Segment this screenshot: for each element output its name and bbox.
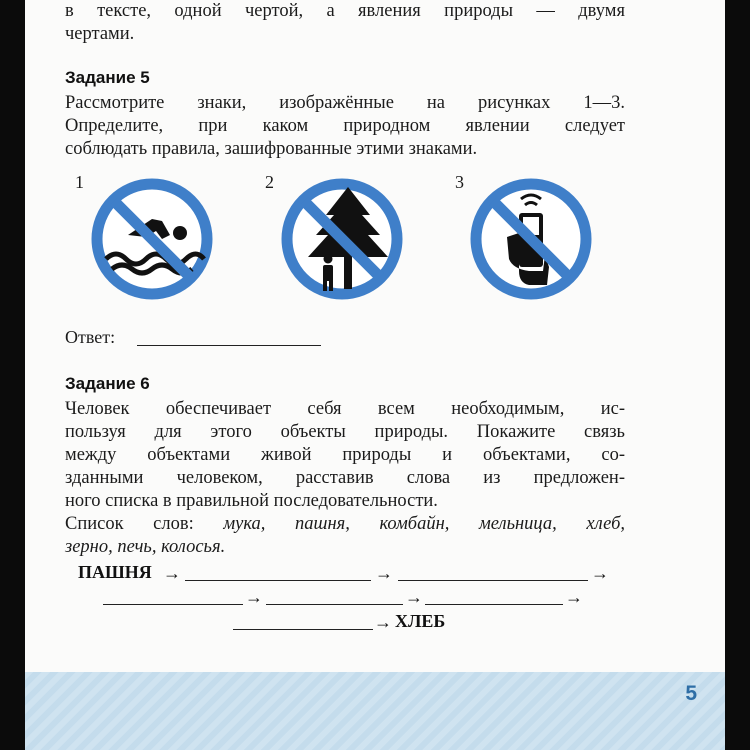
no-standing-under-tree-icon	[278, 175, 406, 303]
task6-line-2: пользуя для этого объекты природы. Покажите связь	[65, 422, 625, 442]
arrow-icon: →	[375, 563, 393, 583]
intro-line-2: чертами.	[65, 24, 135, 44]
chain-blank-3[interactable]	[103, 604, 243, 605]
arrow-icon: →	[565, 587, 583, 607]
arrow-icon: →	[245, 587, 263, 607]
no-phone-icon	[467, 175, 595, 303]
task6-heading: Задание 6	[65, 374, 150, 393]
task5-line-1: Рассмотрите знаки, изображённые на рисунках 1—3.	[65, 93, 625, 113]
sign-number-2: 2	[265, 172, 274, 192]
task6-line-1: Человек обеспечивает себя всем необходимым, ис-	[65, 399, 625, 419]
task5-line-2: Определите, при каком природном явлении следует	[65, 116, 625, 136]
task6-line-4: зданными человеком, расставив слова из предложен-	[65, 468, 625, 488]
word-list-label: Список слов:	[65, 514, 194, 534]
chain-blank-2[interactable]	[398, 580, 588, 581]
no-swimming-icon	[88, 175, 216, 303]
answer-label: Ответ:	[65, 327, 116, 347]
chain-blank-1[interactable]	[185, 580, 371, 581]
arrow-icon: →	[163, 563, 181, 583]
task6-line-3: между объектами живой природы и объектами, со-	[65, 445, 625, 465]
textbook-page	[25, 0, 725, 750]
sign-number-1: 1	[75, 172, 84, 192]
chain-blank-6[interactable]	[233, 629, 373, 630]
task5-heading: Задание 5	[65, 68, 150, 87]
word-list-line-1	[65, 513, 625, 536]
page-number: 5	[685, 682, 697, 705]
task5-line-3: соблюдать правила, зашифрованные этими знаками.	[65, 139, 478, 159]
page-footer	[25, 672, 725, 750]
word-list-line-2: зерно, печь, колосья.	[65, 537, 226, 557]
chain-start-word: ПАШНЯ	[78, 562, 152, 582]
arrow-icon: →	[591, 563, 609, 583]
arrow-icon: →	[405, 587, 423, 607]
answer-field[interactable]	[137, 345, 321, 346]
sign-number-3: 3	[455, 172, 464, 192]
word-list-words: мука, пашня, комбайн, мельница, хлеб,	[223, 514, 625, 534]
chain-blank-5[interactable]	[425, 604, 563, 605]
chain-end-word: ХЛЕБ	[395, 611, 446, 631]
intro-line-1: в тексте, одной чертой, а явления природы — двумя	[65, 1, 625, 21]
chain-blank-4[interactable]	[266, 604, 403, 605]
arrow-icon: →	[374, 612, 392, 632]
task6-line-5: ного списка в правильной последовательности.	[65, 491, 438, 511]
